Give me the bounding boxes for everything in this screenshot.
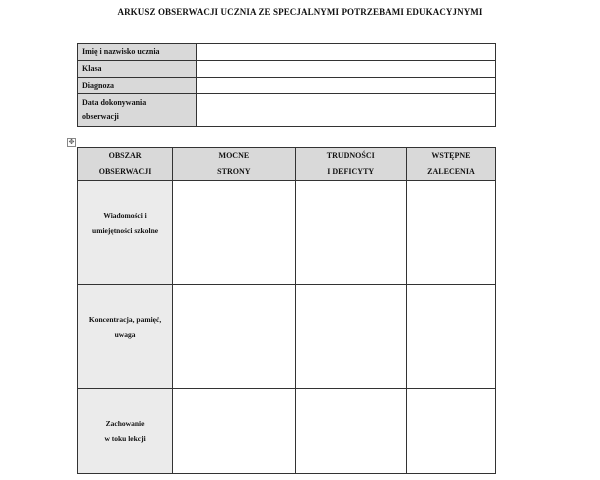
- observation-row-knowledge: [78, 181, 496, 285]
- info-value-diagnosis[interactable]: [197, 78, 496, 94]
- cell-behaviour-difficulties[interactable]: [295, 389, 406, 474]
- header-difficulties: [295, 148, 406, 181]
- header-recommendations-line-1: WSTĘPNE: [431, 151, 471, 160]
- header-recommendations-line-2: ZALECENIA: [427, 167, 475, 176]
- area-knowledge-line-2: umiejętności szkolne: [92, 226, 159, 235]
- header-strengths: [173, 148, 295, 181]
- cell-behaviour-recommendations[interactable]: [406, 389, 495, 474]
- area-concentration: [78, 285, 173, 389]
- info-label-class: Klasa: [78, 61, 197, 78]
- info-label-date-line-2: obserwacji: [82, 112, 119, 121]
- observation-table: [77, 147, 496, 474]
- header-difficulties-line-1: TRUDNOŚCI: [326, 151, 375, 160]
- cell-knowledge-recommendations[interactable]: [406, 181, 495, 285]
- observation-row-behaviour: [78, 389, 496, 474]
- area-behaviour-line-2: w toku lekcji: [104, 434, 146, 443]
- info-label-diagnosis: Diagnoza: [78, 78, 197, 94]
- cell-concentration-difficulties[interactable]: [295, 285, 406, 389]
- cell-knowledge-difficulties[interactable]: [295, 181, 406, 285]
- student-info-table: [77, 43, 496, 127]
- header-area-line-1: OBSZAR: [108, 151, 142, 160]
- header-recommendations: [406, 148, 495, 181]
- info-row-name: [78, 44, 496, 61]
- document-title: ARKUSZ OBSERWACJI UCZNIA ZE SPECJALNYMI POTRZEBAMI EDUKACYJNYMI: [117, 7, 483, 17]
- info-row-diagnosis: [78, 78, 496, 94]
- info-row-class: [78, 61, 496, 78]
- info-label-date-line-1: Data dokonywania: [82, 98, 147, 107]
- observation-header-row: [78, 148, 496, 181]
- table-move-handle-icon[interactable]: ✥: [68, 138, 75, 146]
- header-strengths-line-2: STRONY: [217, 167, 251, 176]
- header-area: [78, 148, 173, 181]
- observation-row-concentration: [78, 285, 496, 389]
- header-strengths-line-1: MOCNE: [218, 151, 250, 160]
- area-concentration-line-2: uwaga: [114, 330, 136, 339]
- cell-concentration-strengths[interactable]: [173, 285, 295, 389]
- info-value-class[interactable]: [197, 61, 496, 78]
- area-behaviour: [78, 389, 173, 474]
- area-knowledge-line-1: Wiadomości i: [103, 211, 147, 220]
- info-value-name[interactable]: [197, 44, 496, 61]
- cell-behaviour-strengths[interactable]: [173, 389, 295, 474]
- area-behaviour-line-1: Zachowanie: [105, 419, 145, 428]
- info-label-name: Imię i nazwisko ucznia: [78, 44, 197, 61]
- area-knowledge: [78, 181, 173, 285]
- header-area-line-2: OBSERWACJI: [98, 167, 152, 176]
- area-concentration-line-1: Koncentracja, pamięć,: [88, 315, 162, 324]
- cell-concentration-recommendations[interactable]: [406, 285, 495, 389]
- header-difficulties-line-2: I DEFICYTY: [327, 167, 375, 176]
- info-value-date[interactable]: [197, 94, 496, 127]
- info-label-date: [78, 94, 197, 127]
- info-row-date: [78, 94, 496, 127]
- cell-knowledge-strengths[interactable]: [173, 181, 295, 285]
